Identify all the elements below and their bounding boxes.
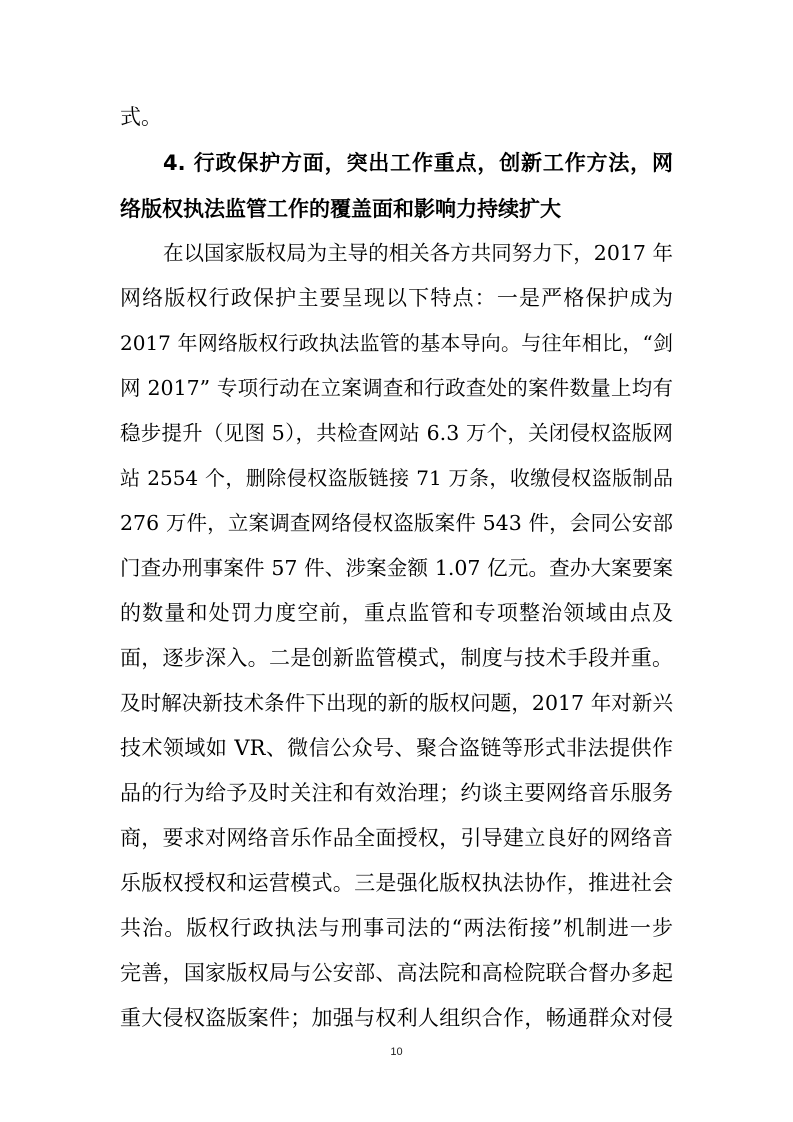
body-text-line: 重大侵权盗版案件；加强与权利人组织合作，畅通群众对侵 (120, 1006, 673, 1030)
section-heading-line-2: 络版权执法监管工作的覆盖面和影响力持续扩大 (120, 197, 561, 221)
page-number: 10 (390, 1046, 403, 1058)
body-text-line: 稳步提升（见图 5），共检查网站 6.3 万个，关闭侵权盗版网 (120, 421, 673, 445)
body-text-line: 在以国家版权局为主导的相关各方共同努力下，2017 年 (163, 241, 673, 265)
body-text-line: 乐版权授权和运营模式。三是强化版权执法协作，推进社会 (120, 871, 673, 895)
paragraph-continuation-line: 式。 (120, 105, 162, 129)
body-text-line: 站 2554 个，删除侵权盗版链接 71 万条，收缴侵权盗版制品 (120, 466, 673, 490)
body-text-line: 2017 年网络版权行政执法监管的基本导向。与往年相比，“剑 (120, 331, 673, 355)
body-text-line: 共治。版权行政执法与刑事司法的“两法衔接”机制进一步 (120, 916, 673, 940)
body-text-line: 门查办刑事案件 57 件、涉案金额 1.07 亿元。查办大案要案 (120, 556, 673, 580)
body-text-line: 及时解决新技术条件下出现的新的版权问题，2017 年对新兴 (120, 691, 673, 715)
body-text-line: 面，逐步深入。二是创新监管模式，制度与技术手段并重。 (120, 646, 673, 670)
body-text-line: 网 2017” 专项行动在立案调查和行政查处的案件数量上均有 (120, 376, 673, 400)
body-text-line: 的数量和处罚力度空前，重点监管和专项整治领域由点及 (120, 601, 673, 625)
body-text-line: 商，要求对网络音乐作品全面授权，引导建立良好的网络音 (120, 826, 673, 850)
body-text-line: 276 万件，立案调查网络侵权盗版案件 543 件，会同公安部 (120, 511, 673, 535)
body-text-line: 网络版权行政保护主要呈现以下特点：一是严格保护成为 (120, 286, 673, 310)
body-text-line: 技术领域如 VR、微信公众号、聚合盗链等形式非法提供作 (120, 736, 673, 760)
body-text-line: 完善，国家版权局与公安部、高法院和高检院联合督办多起 (120, 961, 673, 985)
body-text-line: 品的行为给予及时关注和有效治理；约谈主要网络音乐服务 (120, 781, 673, 805)
section-heading-line-1: 4. 行政保护方面，突出工作重点，创新工作方法，网 (163, 151, 673, 175)
